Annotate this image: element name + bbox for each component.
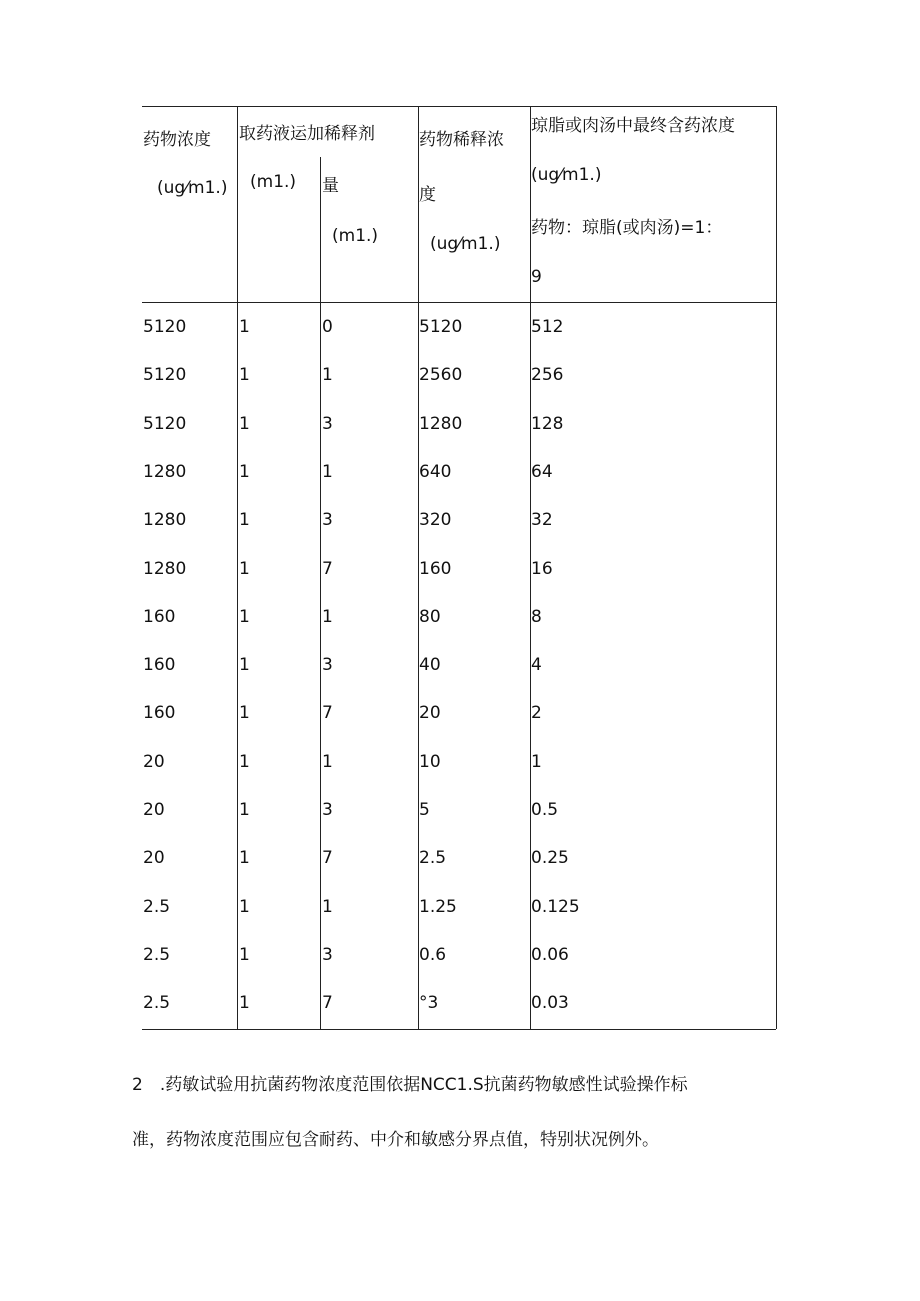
table-bottom-border [142,1029,776,1030]
cell-diluent-volume: 7 [322,703,333,723]
cell-final-concentration: 4 [531,655,542,675]
cell-stock-concentration: 1280 [143,462,187,482]
cell-solution-volume: 1 [239,848,250,868]
cell-diluted-concentration: 160 [419,559,452,579]
column-divider-2 [320,157,321,1029]
cell-stock-concentration: 2.5 [143,897,171,917]
cell-diluted-concentration: 640 [419,462,452,482]
cell-solution-volume: 1 [239,365,250,385]
cell-diluted-concentration: 40 [419,655,441,675]
header-diluted-concentration: 药物稀释浓 [419,130,504,150]
cell-solution-volume: 1 [239,510,250,530]
header-diluent-amount: 量 [322,176,339,196]
cell-final-concentration: 256 [531,365,564,385]
cell-solution-volume: 1 [239,317,250,337]
cell-diluted-concentration: 5120 [419,317,463,337]
cell-diluted-concentration: 320 [419,510,452,530]
cell-diluent-volume: 7 [322,993,333,1013]
header-final-concentration: 琼脂或肉汤中最终含药浓度 [531,116,735,136]
cell-diluent-volume: 1 [322,752,333,772]
cell-diluent-volume: 1 [322,365,333,385]
cell-solution-volume: 1 [239,800,250,820]
cell-final-concentration: 32 [531,510,553,530]
cell-diluted-concentration: 5 [419,800,430,820]
cell-stock-concentration: 160 [143,607,176,627]
cell-stock-concentration: 160 [143,703,176,723]
cell-stock-concentration: 5120 [143,414,187,434]
cell-diluent-volume: 3 [322,510,333,530]
header-ratio: 药物：琼脂(或肉汤)=1： [531,218,723,238]
cell-diluted-concentration: °3 [419,993,439,1013]
cell-diluent-volume: 0 [322,317,333,337]
header-ratio-cont: 9 [531,267,542,287]
cell-final-concentration: 128 [531,414,564,434]
cell-final-concentration: 2 [531,703,542,723]
cell-solution-volume: 1 [239,752,250,772]
cell-stock-concentration: 20 [143,848,165,868]
cell-diluent-volume: 1 [322,607,333,627]
cell-diluent-volume: 3 [322,414,333,434]
cell-stock-concentration: 160 [143,655,176,675]
cell-solution-volume: 1 [239,655,250,675]
cell-final-concentration: 0.125 [531,897,580,917]
cell-stock-concentration: 1280 [143,510,187,530]
cell-final-concentration: 1 [531,752,542,772]
cell-diluted-concentration: 20 [419,703,441,723]
cell-final-concentration: 0.03 [531,993,569,1013]
cell-solution-volume: 1 [239,607,250,627]
cell-final-concentration: 512 [531,317,564,337]
cell-diluted-concentration: 1280 [419,414,463,434]
cell-final-concentration: 16 [531,559,553,579]
cell-final-concentration: 64 [531,462,553,482]
header-take-solution: 取药液运加稀释剂 [239,124,375,144]
cell-stock-concentration: 2.5 [143,945,171,965]
cell-stock-concentration: 5120 [143,365,187,385]
cell-diluted-concentration: 10 [419,752,441,772]
header-diluted-concentration-2: 度 [419,185,436,205]
cell-diluted-concentration: 1.25 [419,897,457,917]
cell-solution-volume: 1 [239,897,250,917]
cell-final-concentration: 0.5 [531,800,559,820]
cell-diluted-concentration: 0.6 [419,945,447,965]
cell-final-concentration: 0.06 [531,945,569,965]
cell-stock-concentration: 5120 [143,317,187,337]
cell-diluent-volume: 3 [322,800,333,820]
column-divider-1 [237,106,238,1029]
cell-diluent-volume: 3 [322,945,333,965]
header-drug-concentration: 药物浓度 [143,130,211,150]
header-diluted-concentration-unit: (ug⁄m1.) [430,234,501,254]
paragraph-line-1: 2 .药敏试验用抗菌药物浓度范围依据NCC1.S抗菌药物敏感性试验操作标 [132,1075,688,1095]
header-diluent-amount-unit: (m1.) [332,226,379,246]
cell-stock-concentration: 2.5 [143,993,171,1013]
cell-diluent-volume: 7 [322,559,333,579]
table-right-border [776,106,777,1029]
cell-diluted-concentration: 2560 [419,365,463,385]
cell-diluent-volume: 7 [322,848,333,868]
cell-solution-volume: 1 [239,559,250,579]
header-drug-concentration-unit: (ug⁄m1.) [157,178,228,198]
cell-solution-volume: 1 [239,414,250,434]
paragraph-line-2: 准，药物浓度范围应包含耐药、中介和敏感分界点值，特别状况例外。 [132,1130,659,1150]
cell-solution-volume: 1 [239,462,250,482]
cell-final-concentration: 8 [531,607,542,627]
cell-stock-concentration: 20 [143,752,165,772]
cell-solution-volume: 1 [239,945,250,965]
cell-solution-volume: 1 [239,703,250,723]
header-take-solution-unit: (m1.) [250,172,297,192]
cell-diluted-concentration: 80 [419,607,441,627]
cell-diluent-volume: 1 [322,462,333,482]
cell-diluent-volume: 1 [322,897,333,917]
cell-diluent-volume: 3 [322,655,333,675]
cell-final-concentration: 0.25 [531,848,569,868]
cell-stock-concentration: 1280 [143,559,187,579]
header-final-concentration-unit: (ug⁄m1.) [531,165,602,185]
cell-diluted-concentration: 2.5 [419,848,447,868]
cell-stock-concentration: 20 [143,800,165,820]
cell-solution-volume: 1 [239,993,250,1013]
